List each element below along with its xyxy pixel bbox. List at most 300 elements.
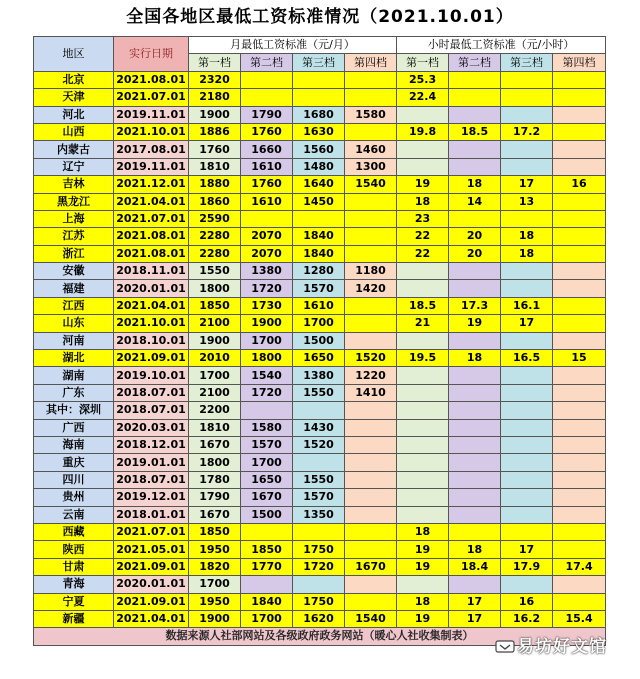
monthly-tier-3-cell: 1750 (293, 593, 345, 610)
hourly-tier-4-cell (553, 367, 606, 384)
table-row (34, 193, 606, 210)
monthly-tier-3-cell: 1680 (293, 106, 345, 123)
date-cell: 2021.04.01 (114, 193, 189, 210)
table-row (34, 280, 606, 297)
hourly-tier-2-cell: 19 (449, 315, 501, 332)
hourly-tier-3-cell (501, 419, 553, 436)
monthly-tier-4-cell (345, 489, 397, 506)
date-cell: 2018.12.01 (114, 436, 189, 453)
hourly-tier-3-cell (501, 454, 553, 471)
hourly-tier-2-cell (449, 489, 501, 506)
hourly-tier-2-cell: 17 (449, 610, 501, 627)
monthly-tier-2-cell (241, 89, 293, 106)
region-cell: 山东 (34, 315, 114, 332)
hourly-tier-3-cell (501, 71, 553, 88)
monthly-tier-1-cell: 1800 (189, 280, 241, 297)
monthly-tier-4-cell (345, 71, 397, 88)
hourly-tier-1-cell: 25.3 (397, 71, 449, 88)
region-cell: 湖南 (34, 367, 114, 384)
monthly-tier-4-cell: 1300 (345, 158, 397, 175)
monthly-tier-4-cell (345, 245, 397, 262)
monthly-tier-2-cell: 1700 (241, 332, 293, 349)
region-cell: 安徽 (34, 263, 114, 280)
monthly-tier-2-cell: 1730 (241, 297, 293, 314)
hourly-tier-1-cell: 22 (397, 245, 449, 262)
monthly-tier-4-cell: 1540 (345, 176, 397, 193)
monthly-tier-1-cell: 1820 (189, 558, 241, 575)
monthly-tier-2-cell: 1500 (241, 506, 293, 523)
table-row (34, 541, 606, 558)
monthly-tier-4-cell (345, 471, 397, 488)
hourly-tier-1-cell (397, 158, 449, 175)
monthly-tier-3-cell: 1840 (293, 228, 345, 245)
monthly-tier-3-cell: 1570 (293, 280, 345, 297)
monthly-tier-1-cell: 2100 (189, 315, 241, 332)
monthly-tier-3-cell: 1550 (293, 471, 345, 488)
hourly-tier-1-cell (397, 332, 449, 349)
monthly-tier-3-cell: 1620 (293, 610, 345, 627)
monthly-tier-1-cell: 1950 (189, 593, 241, 610)
date-cell: 2021.08.01 (114, 228, 189, 245)
region-cell: 新疆 (34, 610, 114, 627)
hourly-tier-2-cell (449, 471, 501, 488)
hourly-tier-4-cell (553, 332, 606, 349)
monthly-tier-2-cell: 1700 (241, 454, 293, 471)
date-cell: 2019.11.01 (114, 158, 189, 175)
date-cell: 2019.10.01 (114, 367, 189, 384)
source-note: 数据来源人社部网站及各级政府政务网站（暖心人社收集制表） (34, 628, 606, 645)
hourly-tier-2-cell (449, 402, 501, 419)
hourly-tier-1-cell: 21 (397, 315, 449, 332)
monthly-tier-2-cell: 1540 (241, 367, 293, 384)
region-cell: 海南 (34, 436, 114, 453)
monthly-tier-3-cell: 1640 (293, 176, 345, 193)
monthly-tier-3-cell (293, 71, 345, 88)
hourly-tier-4-cell (553, 210, 606, 227)
monthly-tier-1-cell: 2280 (189, 228, 241, 245)
table-row (34, 332, 606, 349)
date-cell: 2021.07.01 (114, 89, 189, 106)
hourly-tier-1-cell: 19 (397, 558, 449, 575)
region-cell: 浙江 (34, 245, 114, 262)
hourly-tier-3-cell: 17.2 (501, 123, 553, 140)
hourly-tier-4-cell (553, 506, 606, 523)
hourly-tier-3-cell: 16.1 (501, 297, 553, 314)
monthly-tier-3-cell (293, 89, 345, 106)
hourly-tier-2-cell: 20 (449, 228, 501, 245)
hourly-tier-4-cell (553, 454, 606, 471)
hourly-tier-1-cell: 18.5 (397, 297, 449, 314)
monthly-tier-4-cell: 1520 (345, 350, 397, 367)
monthly-tier-2-cell (241, 576, 293, 593)
hourly-tier-2-cell (449, 71, 501, 88)
hourly-tier-2-cell (449, 436, 501, 453)
header-hourly-tier-3: 第三档 (501, 54, 553, 71)
hourly-tier-4-cell (553, 576, 606, 593)
hourly-tier-4-cell (553, 436, 606, 453)
hourly-tier-2-cell (449, 384, 501, 401)
hourly-tier-1-cell: 22 (397, 228, 449, 245)
monthly-tier-3-cell: 1500 (293, 332, 345, 349)
table-row (34, 419, 606, 436)
watermark (495, 632, 607, 657)
table-row (34, 297, 606, 314)
monthly-tier-2-cell (241, 402, 293, 419)
date-cell: 2017.08.01 (114, 141, 189, 158)
monthly-tier-4-cell: 1670 (345, 558, 397, 575)
table-row (34, 506, 606, 523)
monthly-tier-1-cell: 1700 (189, 367, 241, 384)
hourly-tier-1-cell: 18 (397, 593, 449, 610)
region-cell: 辽宁 (34, 158, 114, 175)
monthly-tier-3-cell: 1520 (293, 436, 345, 453)
monthly-tier-2-cell: 1610 (241, 193, 293, 210)
region-cell: 吉林 (34, 176, 114, 193)
hourly-tier-2-cell (449, 454, 501, 471)
region-cell: 上海 (34, 210, 114, 227)
hourly-tier-4-cell (553, 245, 606, 262)
monthly-tier-4-cell (345, 228, 397, 245)
date-cell: 2021.07.01 (114, 523, 189, 540)
monthly-tier-3-cell: 1280 (293, 263, 345, 280)
hourly-tier-2-cell: 18.4 (449, 558, 501, 575)
hourly-tier-4-cell (553, 123, 606, 140)
monthly-tier-2-cell: 1760 (241, 176, 293, 193)
header-hourly-tier-2: 第二档 (449, 54, 501, 71)
wage-table (33, 36, 606, 646)
hourly-tier-2-cell (449, 506, 501, 523)
header-monthly-tier-3: 第三档 (293, 54, 345, 71)
monthly-tier-1-cell: 1850 (189, 523, 241, 540)
region-cell: 河北 (34, 106, 114, 123)
monthly-tier-4-cell (345, 297, 397, 314)
region-cell: 江西 (34, 297, 114, 314)
hourly-tier-4-cell (553, 228, 606, 245)
monthly-tier-3-cell: 1630 (293, 123, 345, 140)
hourly-tier-2-cell (449, 141, 501, 158)
hourly-tier-1-cell (397, 506, 449, 523)
monthly-tier-1-cell: 1900 (189, 610, 241, 627)
hourly-tier-3-cell (501, 141, 553, 158)
monthly-tier-1-cell: 1550 (189, 263, 241, 280)
monthly-tier-1-cell: 1886 (189, 123, 241, 140)
monthly-tier-1-cell: 1670 (189, 506, 241, 523)
monthly-tier-2-cell: 1660 (241, 141, 293, 158)
monthly-tier-1-cell: 1700 (189, 576, 241, 593)
monthly-tier-1-cell: 2320 (189, 71, 241, 88)
table-row (34, 350, 606, 367)
table-row (34, 558, 606, 575)
header-monthly-tier-2: 第二档 (241, 54, 293, 71)
hourly-tier-1-cell (397, 106, 449, 123)
hourly-tier-1-cell: 19 (397, 176, 449, 193)
hourly-tier-3-cell (501, 332, 553, 349)
hourly-tier-4-cell (553, 106, 606, 123)
table-row (34, 228, 606, 245)
region-cell: 其中：深圳 (34, 402, 114, 419)
date-cell: 2020.03.01 (114, 419, 189, 436)
monthly-tier-2-cell (241, 523, 293, 540)
date-cell: 2021.05.01 (114, 541, 189, 558)
hourly-tier-4-cell (553, 471, 606, 488)
hourly-tier-1-cell (397, 436, 449, 453)
region-cell: 广西 (34, 419, 114, 436)
hourly-tier-1-cell: 19.8 (397, 123, 449, 140)
region-cell: 西藏 (34, 523, 114, 540)
hourly-tier-2-cell (449, 419, 501, 436)
table-row (34, 576, 606, 593)
hourly-tier-2-cell (449, 263, 501, 280)
region-cell: 山西 (34, 123, 114, 140)
monthly-tier-1-cell: 2180 (189, 89, 241, 106)
monthly-tier-1-cell: 1880 (189, 176, 241, 193)
table-row (34, 489, 606, 506)
hourly-tier-3-cell (501, 263, 553, 280)
monthly-tier-3-cell: 1450 (293, 193, 345, 210)
hourly-tier-1-cell (397, 384, 449, 401)
monthly-tier-4-cell (345, 89, 397, 106)
table-row (34, 384, 606, 401)
region-cell: 广东 (34, 384, 114, 401)
hourly-tier-3-cell (501, 489, 553, 506)
date-cell: 2018.07.01 (114, 384, 189, 401)
watermark-logo-icon (495, 638, 515, 654)
monthly-tier-4-cell: 1540 (345, 610, 397, 627)
hourly-tier-4-cell (553, 419, 606, 436)
region-cell: 重庆 (34, 454, 114, 471)
monthly-tier-3-cell: 1750 (293, 541, 345, 558)
table-row (34, 263, 606, 280)
hourly-tier-2-cell (449, 89, 501, 106)
hourly-tier-4-cell (553, 89, 606, 106)
monthly-tier-2-cell: 1720 (241, 384, 293, 401)
monthly-tier-1-cell: 2200 (189, 402, 241, 419)
table-row (34, 71, 606, 88)
monthly-tier-2-cell: 1840 (241, 593, 293, 610)
date-cell: 2019.01.01 (114, 454, 189, 471)
hourly-tier-3-cell (501, 471, 553, 488)
monthly-tier-2-cell: 1380 (241, 263, 293, 280)
hourly-tier-4-cell (553, 263, 606, 280)
monthly-tier-2-cell: 2070 (241, 228, 293, 245)
header-date: 实行日期 (114, 37, 189, 72)
monthly-tier-2-cell: 1900 (241, 315, 293, 332)
hourly-tier-3-cell: 18 (501, 245, 553, 262)
hourly-tier-1-cell (397, 263, 449, 280)
hourly-tier-1-cell: 18 (397, 193, 449, 210)
header-hourly-tier-4: 第四档 (553, 54, 606, 71)
monthly-tier-3-cell (293, 402, 345, 419)
hourly-tier-1-cell (397, 402, 449, 419)
monthly-tier-4-cell (345, 123, 397, 140)
monthly-tier-3-cell: 1550 (293, 384, 345, 401)
monthly-tier-3-cell (293, 454, 345, 471)
region-cell: 湖北 (34, 350, 114, 367)
monthly-tier-2-cell: 1790 (241, 106, 293, 123)
hourly-tier-2-cell: 20 (449, 245, 501, 262)
monthly-tier-1-cell: 1900 (189, 332, 241, 349)
region-cell: 内蒙古 (34, 141, 114, 158)
hourly-tier-3-cell (501, 523, 553, 540)
monthly-tier-1-cell: 1670 (189, 436, 241, 453)
date-cell: 2019.11.01 (114, 106, 189, 123)
hourly-tier-3-cell (501, 210, 553, 227)
hourly-tier-3-cell (501, 436, 553, 453)
page-title: 全国各地区最低工资标准情况（2021.10.01） (126, 7, 514, 27)
monthly-tier-3-cell: 1610 (293, 297, 345, 314)
monthly-tier-2-cell: 1570 (241, 436, 293, 453)
hourly-tier-4-cell (553, 489, 606, 506)
monthly-tier-4-cell (345, 315, 397, 332)
hourly-tier-1-cell (397, 367, 449, 384)
region-cell: 甘肃 (34, 558, 114, 575)
hourly-tier-4-cell: 15 (553, 350, 606, 367)
hourly-tier-3-cell: 17.9 (501, 558, 553, 575)
monthly-tier-1-cell: 2280 (189, 245, 241, 262)
hourly-tier-2-cell (449, 280, 501, 297)
table-row (34, 593, 606, 610)
header-region: 地区 (34, 37, 114, 72)
region-cell: 宁夏 (34, 593, 114, 610)
monthly-tier-2-cell: 2070 (241, 245, 293, 262)
table-row (34, 141, 606, 158)
monthly-tier-1-cell: 2010 (189, 350, 241, 367)
date-cell: 2021.04.01 (114, 297, 189, 314)
hourly-tier-1-cell (397, 419, 449, 436)
date-cell: 2018.01.01 (114, 506, 189, 523)
monthly-tier-3-cell: 1430 (293, 419, 345, 436)
table-row (34, 402, 606, 419)
hourly-tier-3-cell (501, 384, 553, 401)
hourly-tier-2-cell: 14 (449, 193, 501, 210)
monthly-tier-3-cell: 1840 (293, 245, 345, 262)
hourly-tier-4-cell (553, 158, 606, 175)
header-monthly: 月最低工资标准（元/月） (189, 37, 397, 54)
hourly-tier-3-cell (501, 367, 553, 384)
monthly-tier-4-cell: 1460 (345, 141, 397, 158)
region-cell: 黑龙江 (34, 193, 114, 210)
monthly-tier-4-cell (345, 332, 397, 349)
hourly-tier-3-cell (501, 158, 553, 175)
monthly-tier-2-cell: 1850 (241, 541, 293, 558)
monthly-tier-2-cell: 1650 (241, 471, 293, 488)
monthly-tier-3-cell: 1570 (293, 489, 345, 506)
monthly-tier-4-cell (345, 402, 397, 419)
table-row (34, 315, 606, 332)
monthly-tier-2-cell: 1700 (241, 610, 293, 627)
date-cell: 2019.12.01 (114, 489, 189, 506)
region-cell: 云南 (34, 506, 114, 523)
hourly-tier-3-cell (501, 506, 553, 523)
region-cell: 青海 (34, 576, 114, 593)
monthly-tier-2-cell: 1610 (241, 158, 293, 175)
hourly-tier-4-cell (553, 141, 606, 158)
hourly-tier-3-cell: 16.2 (501, 610, 553, 627)
monthly-tier-1-cell: 1780 (189, 471, 241, 488)
header-hourly: 小时最低工资标准（元/小时） (397, 37, 606, 54)
header-monthly-tier-4: 第四档 (345, 54, 397, 71)
table-row (34, 610, 606, 627)
hourly-tier-1-cell: 23 (397, 210, 449, 227)
date-cell: 2020.01.01 (114, 280, 189, 297)
hourly-tier-2-cell (449, 367, 501, 384)
monthly-tier-1-cell: 2590 (189, 210, 241, 227)
hourly-tier-4-cell (553, 593, 606, 610)
hourly-tier-3-cell: 17 (501, 176, 553, 193)
region-cell: 江苏 (34, 228, 114, 245)
monthly-tier-1-cell: 1800 (189, 454, 241, 471)
region-cell: 贵州 (34, 489, 114, 506)
region-cell: 河南 (34, 332, 114, 349)
date-cell: 2021.07.01 (114, 210, 189, 227)
monthly-tier-4-cell: 1420 (345, 280, 397, 297)
hourly-tier-2-cell: 18 (449, 176, 501, 193)
monthly-tier-4-cell (345, 210, 397, 227)
table-row (34, 89, 606, 106)
hourly-tier-3-cell (501, 576, 553, 593)
hourly-tier-2-cell (449, 210, 501, 227)
hourly-tier-1-cell (397, 471, 449, 488)
monthly-tier-2-cell: 1580 (241, 419, 293, 436)
monthly-tier-2-cell (241, 71, 293, 88)
date-cell: 2021.09.01 (114, 350, 189, 367)
monthly-tier-2-cell: 1770 (241, 558, 293, 575)
monthly-tier-1-cell: 1760 (189, 141, 241, 158)
hourly-tier-1-cell: 18 (397, 523, 449, 540)
hourly-tier-4-cell: 15.4 (553, 610, 606, 627)
monthly-tier-1-cell: 1850 (189, 297, 241, 314)
hourly-tier-3-cell (501, 89, 553, 106)
hourly-tier-3-cell (501, 280, 553, 297)
hourly-tier-3-cell (501, 106, 553, 123)
hourly-tier-2-cell: 17 (449, 593, 501, 610)
monthly-tier-2-cell: 1760 (241, 123, 293, 140)
hourly-tier-3-cell: 17 (501, 541, 553, 558)
monthly-tier-4-cell: 1220 (345, 367, 397, 384)
monthly-tier-1-cell: 1860 (189, 193, 241, 210)
monthly-tier-4-cell: 1580 (345, 106, 397, 123)
monthly-tier-1-cell: 1900 (189, 106, 241, 123)
table-row (34, 176, 606, 193)
date-cell: 2021.08.01 (114, 71, 189, 88)
monthly-tier-4-cell: 1180 (345, 263, 397, 280)
monthly-tier-1-cell: 1950 (189, 541, 241, 558)
hourly-tier-1-cell (397, 576, 449, 593)
header-monthly-tier-1: 第一档 (189, 54, 241, 71)
table-row (34, 210, 606, 227)
date-cell: 2021.10.01 (114, 123, 189, 140)
hourly-tier-3-cell: 17 (501, 315, 553, 332)
hourly-tier-4-cell (553, 402, 606, 419)
hourly-tier-3-cell: 16.5 (501, 350, 553, 367)
hourly-tier-1-cell (397, 280, 449, 297)
monthly-tier-3-cell (293, 576, 345, 593)
table-body (34, 71, 606, 628)
monthly-tier-4-cell: 1410 (345, 384, 397, 401)
date-cell: 2021.09.01 (114, 558, 189, 575)
date-cell: 2021.10.01 (114, 315, 189, 332)
table-row (34, 123, 606, 140)
monthly-tier-3-cell: 1480 (293, 158, 345, 175)
hourly-tier-4-cell: 17.4 (553, 558, 606, 575)
hourly-tier-4-cell (553, 315, 606, 332)
monthly-tier-1-cell: 1810 (189, 158, 241, 175)
hourly-tier-4-cell (553, 541, 606, 558)
monthly-tier-1-cell: 1790 (189, 489, 241, 506)
monthly-tier-1-cell: 2100 (189, 384, 241, 401)
hourly-tier-4-cell (553, 384, 606, 401)
hourly-tier-4-cell (553, 280, 606, 297)
